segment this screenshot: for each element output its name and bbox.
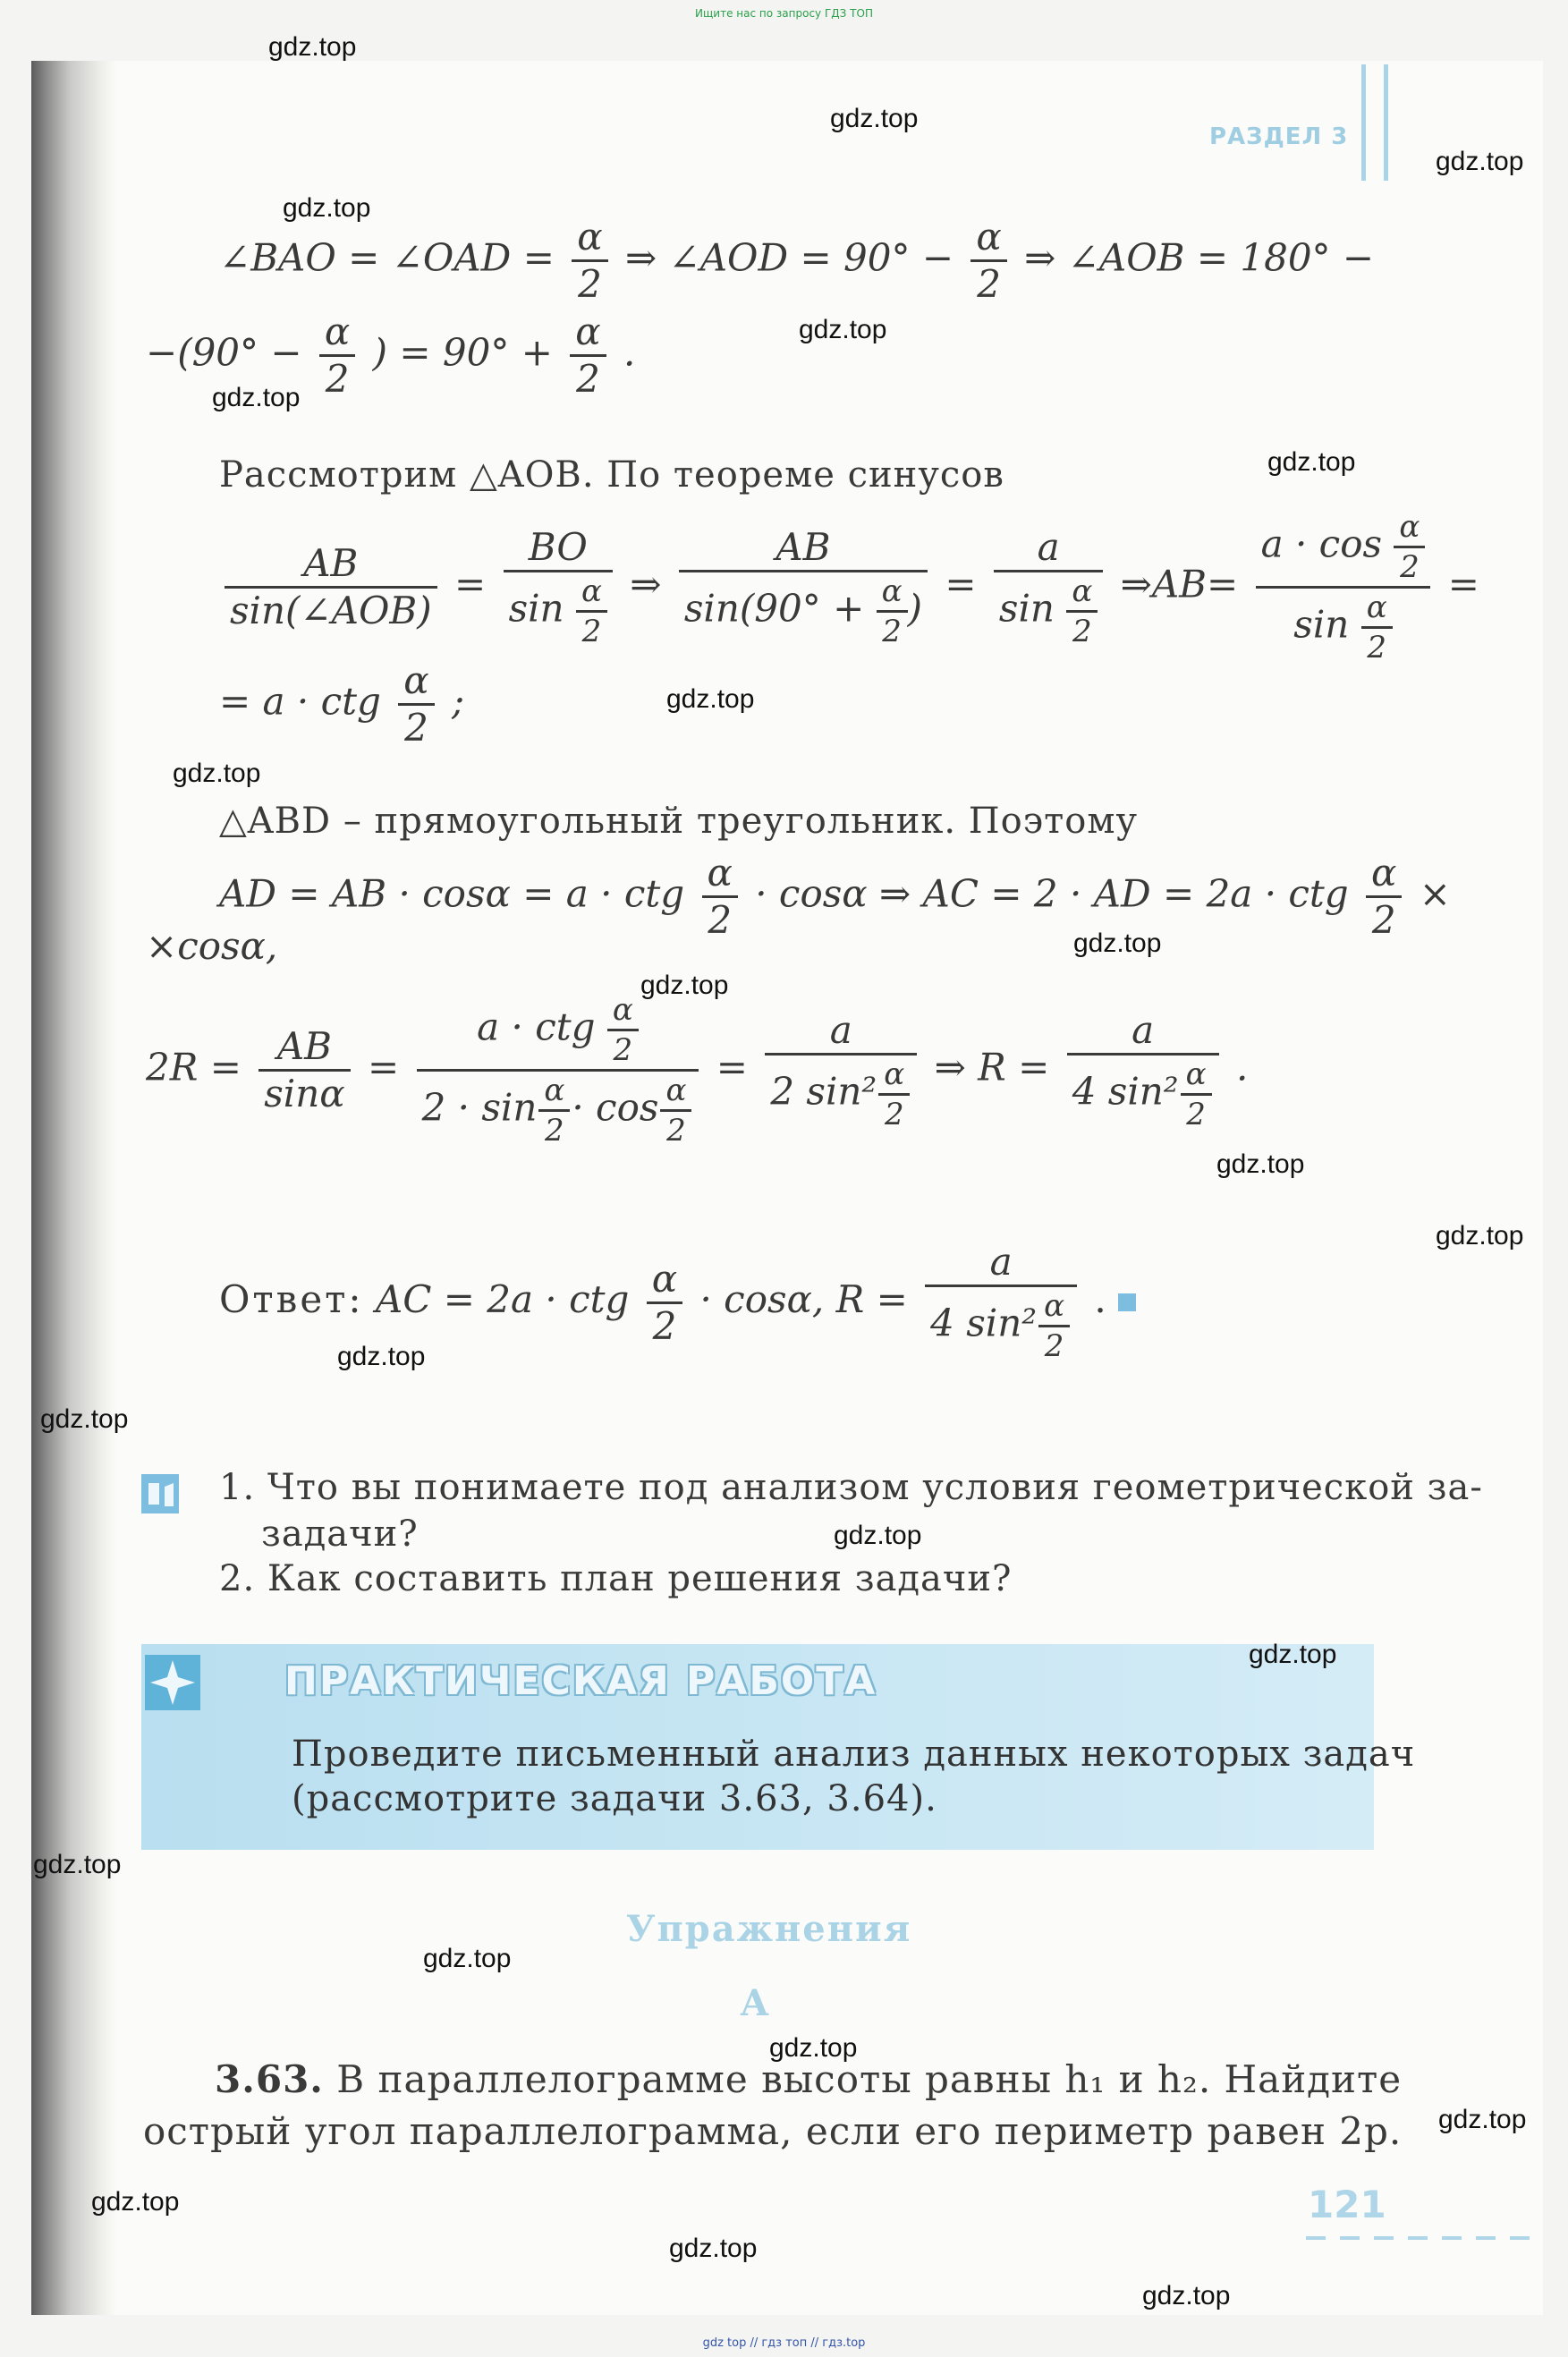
frac-acos-sin: a · cos $\frac{\alpha}{2}$ sin $\frac{\alpha}{2}$ (1256, 512, 1431, 663)
watermark: gdz.top (1436, 147, 1524, 176)
watermark: gdz.top (640, 971, 729, 1000)
alpha-over-2: $\frac{\alpha}{2}$ (702, 854, 738, 939)
frac-bo-sin: BO sin $\frac{\alpha}{2}$ (504, 529, 613, 647)
frac-a-4sin2: a 4 sin² $\frac{\alpha}{2}$ (925, 1243, 1077, 1361)
eq1-line2-b: ) = 90° + (372, 330, 553, 375)
eq2-line2: = a · ctg $\frac{\alpha}{2}$ ; (219, 658, 465, 750)
section-label: РАЗДЕЛ 3 (1209, 123, 1349, 150)
watermark: gdz.top (799, 315, 887, 344)
frac-a-2sin2: a 2 sin² $\frac{\alpha}{2}$ (765, 1012, 917, 1130)
frac-a-sin: a sin $\frac{\alpha}{2}$ (994, 529, 1103, 647)
alpha-over-2: $\frac{\alpha}{2}$ (647, 1260, 682, 1345)
watermark: gdz.top (337, 1342, 426, 1371)
watermark: gdz.top (1073, 928, 1162, 958)
eq1-line2-a: −(90° − (146, 330, 302, 375)
practice-line-1: Проведите письменный анализ данных некоторых задач (292, 1734, 1416, 1775)
alpha-over-2: $\frac{\alpha}{2}$ (970, 218, 1006, 303)
problem-line-1 (215, 2057, 1402, 2101)
frac-ab-sina: $\frac{AB}{\sin\alpha}$ (259, 1028, 350, 1113)
frac-ab-sin90: AB sin(90° + $\frac{\alpha}{2}$ ) (679, 529, 928, 647)
eq2-line1: $\frac{AB}{\text{sin(∠AOB)}}$ = BO sin $\frac{\alpha}{2}$ ⇒ AB sin(90° + $\frac{\alpha}{2}$ ) = a sin $\frac{\alpha}{2}$ ⇒AB= a · cos $\frac{\alpha}{2}$ sin $\frac{\alpha}{2}$ = (219, 512, 1479, 663)
watermark: gdz.top (268, 32, 357, 62)
alpha-over-2: $\frac{\alpha}{2}$ (570, 313, 606, 398)
top-banner: Ищите нас по запросу ГДЗ ТОП (695, 7, 873, 20)
watermark: gdz.top (212, 383, 301, 412)
answer-label: Ответ: (219, 1277, 364, 1321)
eq3-line2: ×cosα, (146, 924, 278, 968)
practice-line-2: (рассмотрите задачи 3.63, 3.64). (292, 1778, 937, 1819)
problem-number: 3.63. (215, 2057, 324, 2101)
end-square-icon (1118, 1293, 1136, 1311)
exercises-level: A (741, 1982, 769, 2024)
watermark: gdz.top (1142, 2281, 1231, 2310)
alpha-over-2: $\frac{\alpha}{2}$ (1366, 854, 1402, 939)
answer-line: Ответ: AC = 2a · ctg $\frac{\alpha}{2}$ · cosα, R = a 4 sin² $\frac{\alpha}{2}$ . (219, 1243, 1136, 1361)
watermark: gdz.top (91, 2187, 180, 2217)
star-icon (145, 1655, 200, 1710)
watermark: gdz.top (40, 1404, 129, 1434)
question-icon (141, 1474, 179, 1513)
eq1-line1 (219, 215, 1375, 306)
practice-box (141, 1644, 1416, 1850)
frac-ab-sin-aob: $\frac{AB}{\text{sin(∠AOB)}}$ (225, 545, 437, 630)
question-2: 2. Как составить план решения задачи? (219, 1558, 1013, 1599)
watermark: gdz.top (1436, 1221, 1524, 1251)
watermark: gdz.top (769, 2033, 858, 2063)
question-1: 1. Что вы понимаете под анализом условия геометрической за- (219, 1467, 1483, 1508)
watermark: gdz.top (666, 684, 755, 714)
problem-text-1: В параллелограмме высоты равны h₁ и h₂. Найдите (336, 2057, 1403, 2101)
text-right-triangle: △ABD – прямоугольный треугольник. Поэтому (219, 801, 1139, 842)
watermark: gdz.top (283, 193, 371, 223)
watermark: gdz.top (423, 1944, 512, 1973)
watermark: gdz.top (830, 104, 919, 133)
watermark: gdz.top (834, 1521, 922, 1550)
watermark: gdz.top (1216, 1149, 1305, 1179)
eq1-part-a: ∠BAO = ∠OAD = (219, 235, 555, 280)
question-1-cont: задачи? (261, 1513, 419, 1555)
alpha-over-2: $\frac{\alpha}{2}$ (572, 218, 607, 303)
exercises-heading: Упражнения (626, 1908, 912, 1950)
eq3-line1: AD = AB · cosα = a · ctg $\frac{\alpha}{2}$ · cosα ⇒ AC = 2 · AD = 2a · ctg $\frac{\alpha}{2}$ × (219, 851, 1451, 942)
alpha-over-2: $\frac{\alpha}{2}$ (398, 662, 434, 747)
book-spine-shadow (31, 61, 116, 2315)
page-number: 121 (1308, 2183, 1386, 2226)
text-sine-theorem: Рассмотрим △AOB. По теореме синусов (219, 454, 1004, 496)
watermark: gdz.top (1438, 2105, 1527, 2134)
eq1-line2-c: . (623, 330, 636, 375)
bottom-banner: gdz top // гдз топ // гдз.top (702, 2336, 866, 2350)
watermark: gdz.top (669, 2234, 758, 2263)
problem-line-2: острый угол параллелограмма, если его периметр равен 2p. (143, 2109, 1403, 2153)
section-bars (1361, 64, 1388, 181)
watermark: gdz.top (1249, 1640, 1337, 1669)
watermark: gdz.top (173, 759, 261, 788)
frac-actg-2sincos: a · ctg $\frac{\alpha}{2}$ 2 · sin $\frac{\alpha}{2}$ · cos $\frac{\alpha}{2}$ (417, 995, 699, 1146)
watermark: gdz.top (33, 1850, 122, 1879)
alpha-over-2: $\frac{\alpha}{2}$ (319, 313, 355, 398)
watermark: gdz.top (1267, 447, 1356, 477)
eq4-line: 2R = $\frac{AB}{\sin\alpha}$ = a · ctg $\frac{\alpha}{2}$ 2 · sin $\frac{\alpha}{2}$ · cos $\frac{\alpha}{2}$ = a 2 sin² $\frac{\alpha}{2}$ ⇒ R = a 4 sin² $\frac{\alpha}{2}$ . (146, 992, 1249, 1149)
frac-a-4sin2: a 4 sin² $\frac{\alpha}{2}$ (1067, 1012, 1219, 1130)
eq1-part-b: ⇒ ∠AOD = 90° − (624, 235, 954, 280)
eq1-part-c: ⇒ ∠AOB = 180° − (1024, 235, 1375, 280)
page-number-dashes (1306, 2236, 1530, 2240)
practice-title: ПРАКТИЧЕСКАЯ РАБОТА (284, 1658, 877, 1704)
